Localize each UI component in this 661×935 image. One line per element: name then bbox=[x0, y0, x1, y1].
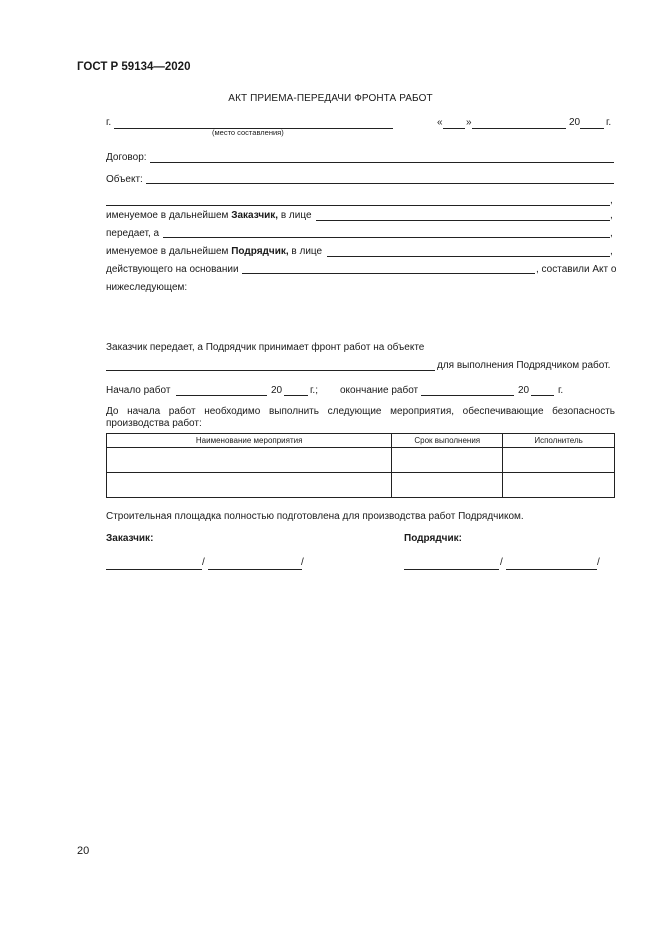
start-label: Начало работ bbox=[106, 385, 171, 396]
city-prefix: г. bbox=[106, 117, 112, 128]
contractor-signature-label: Подрядчик: bbox=[404, 533, 462, 544]
column-header-executor: Исполнитель bbox=[503, 434, 615, 448]
page-number: 20 bbox=[77, 845, 90, 857]
transfer-sentence: Заказчик передает, а Подрядчик принимает фронт работ на объекте bbox=[106, 342, 425, 353]
slash: / bbox=[202, 557, 205, 568]
for-works-label: для выполнения Подрядчиком работ. bbox=[437, 360, 611, 371]
comma: , bbox=[610, 195, 613, 206]
start-date-field[interactable] bbox=[176, 395, 267, 396]
slash: / bbox=[301, 557, 304, 568]
end-date-field[interactable] bbox=[421, 395, 514, 396]
transfers-label: передает, а bbox=[106, 228, 160, 239]
quote-close: » bbox=[466, 117, 472, 128]
end-year-suffix: г. bbox=[558, 385, 564, 396]
contract-label: Договор: bbox=[106, 152, 147, 163]
act-title: АКТ ПРИЕМА-ПЕРЕДАЧИ ФРОНТА РАБОТ bbox=[228, 93, 433, 104]
month-field[interactable] bbox=[472, 128, 566, 129]
table-cell[interactable] bbox=[503, 473, 615, 498]
basis-suffix: , составили Акт о bbox=[536, 264, 617, 275]
customer-representative-field[interactable] bbox=[316, 220, 610, 221]
year-field[interactable] bbox=[580, 128, 604, 129]
basis-field[interactable] bbox=[242, 273, 535, 274]
site-ready-statement: Строительная площадка полностью подготовлена для производства работ Подрядчиком. bbox=[106, 511, 524, 522]
end-label: окончание работ bbox=[340, 385, 419, 396]
table-row bbox=[107, 448, 615, 473]
basis-label: действующего на основании bbox=[106, 264, 239, 275]
table-cell[interactable] bbox=[392, 473, 503, 498]
contractor-line-label: именуемое в дальнейшем Подрядчик, в лице bbox=[106, 246, 323, 257]
place-caption: (место составления) bbox=[212, 128, 284, 137]
slash: / bbox=[597, 557, 600, 568]
document-code: ГОСТ Р 59134—2020 bbox=[77, 61, 191, 73]
comma: , bbox=[610, 228, 613, 239]
customer-name-field[interactable] bbox=[208, 569, 302, 570]
contract-field[interactable] bbox=[150, 162, 614, 163]
column-header-measure: Наименование мероприятия bbox=[107, 434, 392, 448]
comma: , bbox=[610, 210, 613, 221]
start-year-prefix: 20 bbox=[271, 385, 283, 396]
column-header-deadline: Срок выполнения bbox=[392, 434, 503, 448]
table-cell[interactable] bbox=[107, 473, 392, 498]
customer-role: Заказчик, bbox=[231, 210, 279, 221]
below-label: нижеследующем: bbox=[106, 282, 188, 293]
contractor-name-field[interactable] bbox=[163, 237, 610, 238]
measures-paragraph: До начала работ необходимо выполнить следующие мероприятия, обеспечивающие безопасность производства работ: bbox=[106, 406, 615, 429]
end-year-field[interactable] bbox=[531, 395, 554, 396]
comma: , bbox=[610, 246, 613, 257]
customer-line-label: именуемое в дальнейшем Заказчик, в лице bbox=[106, 210, 312, 221]
table-cell[interactable] bbox=[392, 448, 503, 473]
contractor-signature-field[interactable] bbox=[404, 569, 499, 570]
object-label: Объект: bbox=[106, 174, 143, 185]
object-field-continuation[interactable] bbox=[106, 205, 610, 206]
year-prefix: 20 bbox=[569, 117, 581, 128]
object-transfer-field[interactable] bbox=[106, 370, 435, 371]
table-header-row bbox=[107, 434, 615, 448]
customer-signature-field[interactable] bbox=[106, 569, 202, 570]
contractor-role: Подрядчик, bbox=[231, 246, 289, 257]
end-year-prefix: 20 bbox=[518, 385, 530, 396]
slash: / bbox=[500, 557, 503, 568]
table-row bbox=[107, 473, 615, 498]
object-field[interactable] bbox=[146, 183, 614, 184]
contractor-representative-field[interactable] bbox=[327, 256, 610, 257]
start-year-suffix: г.; bbox=[310, 385, 318, 396]
year-suffix: г. bbox=[606, 117, 612, 128]
start-year-field[interactable] bbox=[284, 395, 308, 396]
day-field[interactable] bbox=[443, 128, 465, 129]
contractor-name-field[interactable] bbox=[506, 569, 597, 570]
customer-signature-label: Заказчик: bbox=[106, 533, 154, 544]
quote-open: « bbox=[437, 117, 443, 128]
measures-table bbox=[106, 433, 615, 498]
table-cell[interactable] bbox=[503, 448, 615, 473]
table-cell[interactable] bbox=[107, 448, 392, 473]
